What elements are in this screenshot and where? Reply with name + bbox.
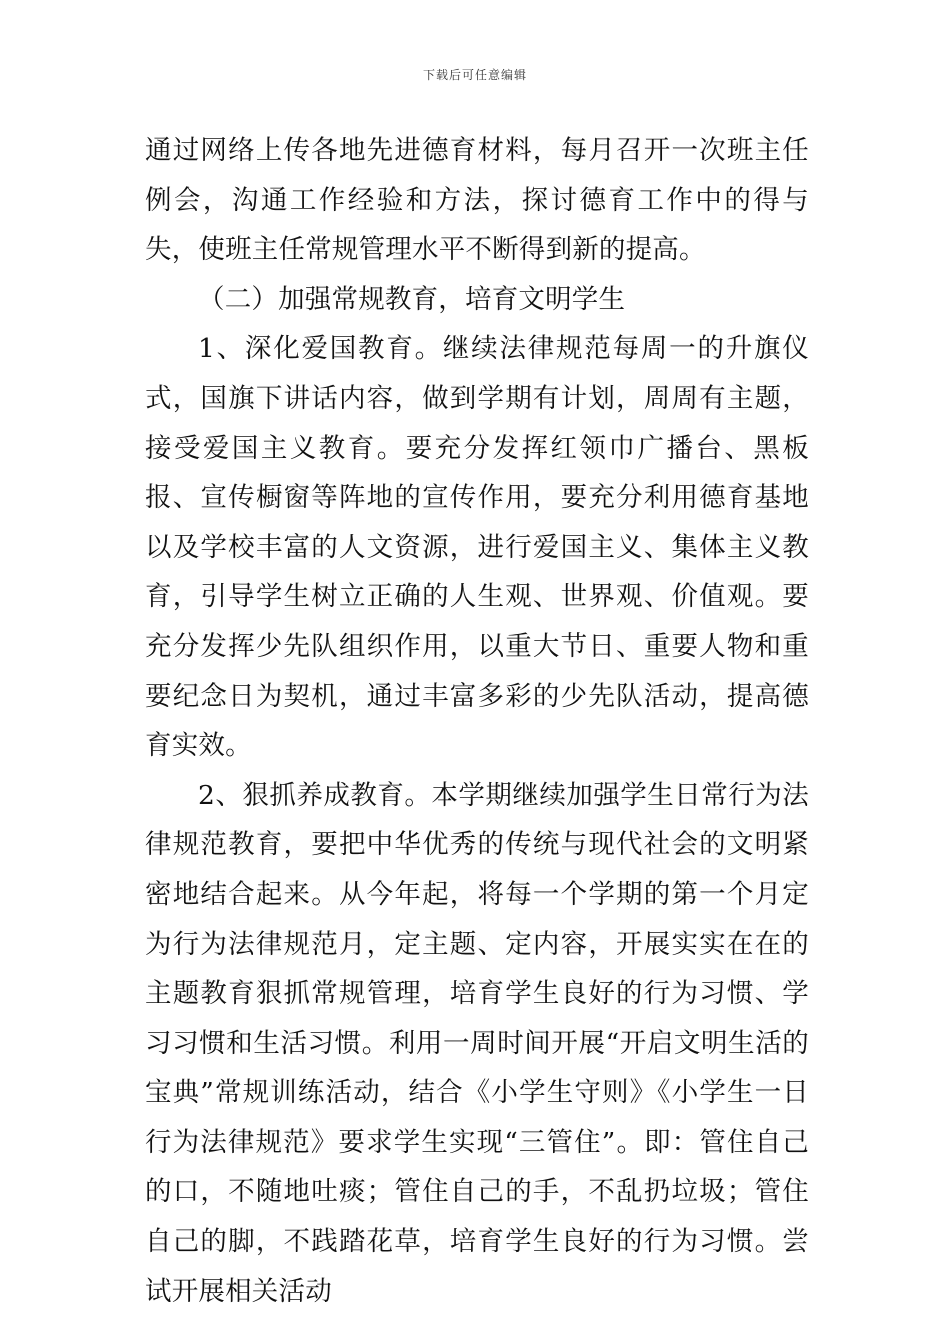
paragraph-patriotic-education: 1、深化爱国教育。继续法律规范每周一的升旗仪式，国旗下讲话内容，做到学期有计划，周周有主题，接受爱国主义教育。要充分发挥红领巾广播台、黑板报、宣传橱窗等阵地的宣传作用，要充分利用德育基地以及学校丰富的人文资源，进行爱国主义、集体主义教育，引导学生树立正确的人生观、世界观、价值观。要充分发挥少先队组织作用，以重大节日、重要人物和重要纪念日为契机，通过丰富多彩的少先队活动，提高德育实效。: [145, 333, 809, 762]
paragraph-continuation: 通过网络上传各地先进德育材料，每月召开一次班主任例会，沟通工作经验和方法，探讨德育工作中的得与失，使班主任常规管理水平不断得到新的提高。: [145, 135, 809, 266]
header-note: 下载后可任意编辑: [422, 68, 527, 82]
paragraph-habit-education: 2、狠抓养成教育。本学期继续加强学生日常行为法律规范教育，要把中华优秀的传统与现代社会的文明紧密地结合起来。从今年起，将每一个学期的第一个月定为行为法律规范月，定主题、定内容，开展实实在在的主题教育狠抓常规管理，培育学生良好的行为习惯、学习习惯和生活习惯。利用一周时间开展“开启文明生活的宝典”常规训练活动，结合《小学生守则》《小学生一日行为法律规范》要求学生实现“三管住”。即：管住自己的口，不随地吐痰；管住自己的手，不乱扔垃圾；管住自己的脚，不践踏花草，培育学生良好的行为习惯。尝试开展相关活动: [145, 779, 809, 1307]
document-body: [145, 126, 809, 1316]
section-heading: （二）加强常规教育，培育文明学生: [198, 283, 626, 315]
